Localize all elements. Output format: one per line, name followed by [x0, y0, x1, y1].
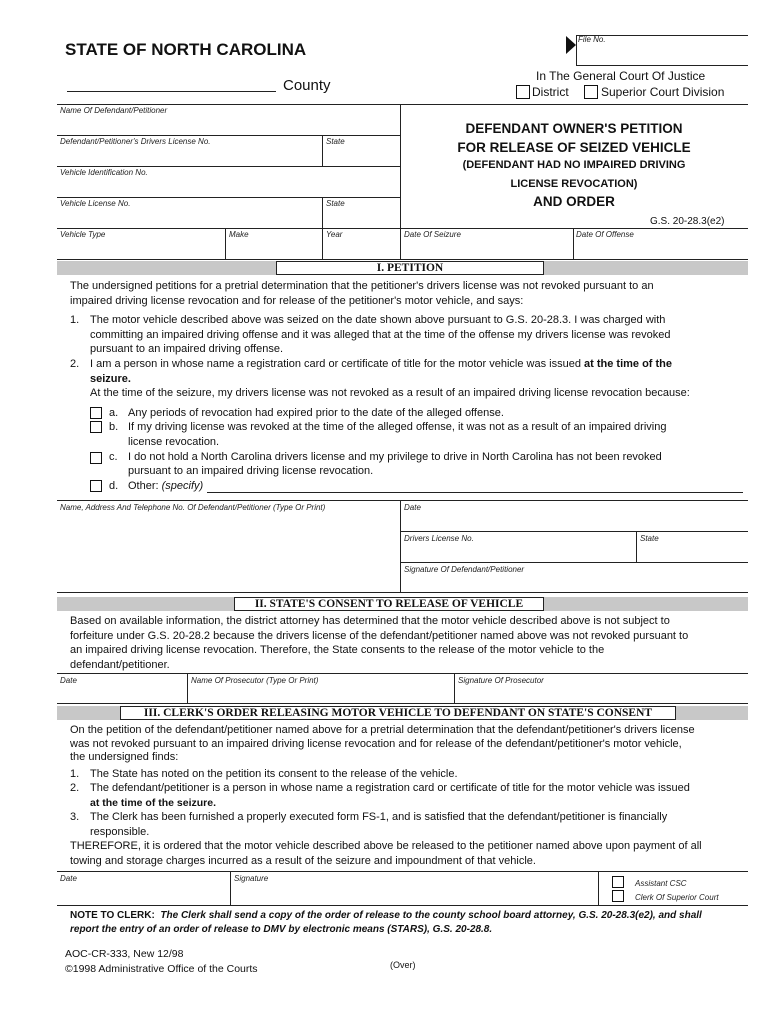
order-line3: the undersigned finds: [70, 751, 179, 763]
statute-ref: G.S. 20-28.3(e2) [650, 216, 725, 227]
prosecutor-signature-field[interactable]: Signature Of Prosecutor [458, 676, 544, 685]
option-d-letter: d. [109, 480, 119, 492]
consent-line2: forfeiture under G.S. 20-28.2 because the drivers license of the defendant/petitioner named above was not revoked pursuant to [70, 630, 689, 642]
state-title: STATE OF NORTH CAROLINA [65, 40, 307, 59]
finding-2-line1: The defendant/petitioner is a person in whose name a registration card or certificate of title for the motor vehicle was issued [90, 782, 690, 794]
form-title-line5: AND ORDER [533, 194, 615, 209]
file-no-label: File No. [578, 35, 606, 44]
item-2-number: 2. [70, 358, 80, 370]
item-2-line3: At the time of the seizure, my drivers license was not revoked as a result of an impaired driving license revocation because: [90, 387, 690, 399]
therefore-line2: towing and storage charges incurred as a result of the seizure and impoundment of that vehicle. [70, 855, 536, 867]
year-field[interactable]: Year [326, 230, 343, 239]
consent-line4: defendant/petitioner. [70, 659, 170, 671]
order-line2: was not revoked pursuant to an impaired driving license revocation and for release of the defendant/petitioner's motor vehicle, [70, 738, 682, 750]
over-label: (Over) [390, 960, 416, 970]
superior-label: Superior Court Division [601, 85, 725, 99]
petitioner-state-field[interactable]: State [640, 534, 659, 543]
option-b-line2: license revocation. [128, 436, 220, 448]
assistant-csc-checkbox[interactable] [612, 876, 624, 888]
dl-state-field[interactable]: State [326, 137, 345, 146]
county-label: County [283, 77, 331, 94]
consent-line3: an impaired driving license revocation. Therefore, the State consents to the release of the motor vehicle to the [70, 644, 605, 656]
item-1-line3: pursuant to an impaired driving offense. [90, 343, 284, 355]
finding-3-number: 3. [70, 811, 80, 823]
option-b-line1: If my driving license was revoked at the time of the alleged offense, it was not as a result of an impaired driving [128, 421, 667, 433]
form-title-line1: DEFENDANT OWNER'S PETITION [465, 121, 683, 136]
petition-intro-1: The undersigned petitions for a pretrial determination that the petitioner's drivers license was not revoked pursuant to an [70, 280, 654, 292]
make-field[interactable]: Make [229, 230, 249, 239]
district-label: District [532, 85, 569, 99]
district-checkbox[interactable] [516, 85, 530, 99]
date-offense-field[interactable]: Date Of Offense [576, 230, 634, 239]
finding-3-line1: The Clerk has been furnished a properly executed form FS-1, and is satisfied that the defendant/petitioner is financially [90, 811, 668, 823]
option-d-checkbox[interactable] [90, 480, 102, 492]
finding-1: The State has noted on the petition its consent to the release of the vehicle. [90, 768, 458, 780]
petitioner-date-field[interactable]: Date [404, 503, 421, 512]
vin-field[interactable]: Vehicle Identification No. [60, 168, 148, 177]
dl-number-field[interactable]: Defendant/Petitioner's Drivers License No. [60, 137, 211, 146]
order-date-field[interactable]: Date [60, 874, 77, 883]
option-c-checkbox[interactable] [90, 452, 102, 464]
license-number-field[interactable]: Vehicle License No. [60, 199, 131, 208]
option-c-line2: pursuant to an impaired driving license revocation. [128, 465, 374, 477]
date-seizure-field[interactable]: Date Of Seizure [404, 230, 461, 239]
option-a-text: Any periods of revocation had expired prior to the date of the alleged offense. [128, 407, 504, 419]
finding-3-line2: responsible. [90, 826, 150, 838]
file-no-arrow [566, 36, 576, 54]
finding-2-line2: at the time of the seizure. [90, 797, 217, 809]
order-signature-field[interactable]: Signature [234, 874, 269, 883]
court-label: In The General Court Of Justice [536, 69, 706, 83]
option-a-checkbox[interactable] [90, 407, 102, 419]
superior-checkbox[interactable] [584, 85, 598, 99]
item-1-number: 1. [70, 314, 80, 326]
petitioner-dl-field[interactable]: Drivers License No. [404, 534, 474, 543]
option-c-line1: I do not hold a North Carolina drivers license and my privilege to drive in North Carolina has not been revoked [128, 451, 662, 463]
order-heading: III. CLERK'S ORDER RELEASING MOTOR VEHICLE TO DEFENDANT ON STATE'S CONSENT [120, 706, 676, 720]
form-title-line2: FOR RELEASE OF SEIZED VEHICLE [457, 140, 691, 155]
vehicle-type-field[interactable]: Vehicle Type [60, 230, 106, 239]
petition-heading: I. PETITION [276, 261, 544, 275]
clerk-label: Clerk Of Superior Court [635, 893, 719, 902]
petitioner-signature-field[interactable]: Signature Of Defendant/Petitioner [404, 565, 525, 574]
finding-1-number: 1. [70, 768, 80, 780]
county-line[interactable] [67, 91, 276, 92]
option-d-text: Other: (specify) [128, 480, 204, 492]
finding-2-number: 2. [70, 782, 80, 794]
option-a-letter: a. [109, 407, 119, 419]
option-b-checkbox[interactable] [90, 421, 102, 433]
option-c-letter: c. [109, 451, 118, 463]
copyright: ©1998 Administrative Office of the Courts [65, 963, 258, 975]
license-state-field[interactable]: State [326, 199, 345, 208]
clerk-checkbox[interactable] [612, 890, 624, 902]
item-2-line2: seizure. [90, 373, 131, 385]
form-title-line4: LICENSE REVOCATION) [510, 178, 638, 190]
option-b-letter: b. [109, 421, 119, 433]
other-specify-line[interactable] [207, 492, 743, 493]
name-address-field[interactable]: Name, Address And Telephone No. Of Defendant/Petitioner (Type Or Print) [60, 503, 326, 512]
item-1-line1: The motor vehicle described above was seized on the date shown above pursuant to G.S. 20-28.3. I was charged with [90, 314, 666, 326]
note-line2: report the entry of an order of release to DMV by electronic means (STARS), G.S. 20-28.8. [70, 924, 493, 935]
note-line1: NOTE TO CLERK: The Clerk shall send a copy of the order of release to the county school board attorney, G.S. 20-28.3(e2), and shall [70, 910, 702, 921]
defendant-name-field[interactable]: Name Of Defendant/Petitioner [60, 106, 168, 115]
consent-heading: II. STATE'S CONSENT TO RELEASE OF VEHICLE [234, 597, 544, 611]
item-2-line1: I am a person in whose name a registration card or certificate of title for the motor vehicle was issued at the time of the [90, 358, 673, 370]
form-title-line3: (DEFENDANT HAD NO IMPAIRED DRIVING [462, 159, 686, 171]
form-number: AOC-CR-333, New 12/98 [65, 948, 184, 960]
therefore-line1: THEREFORE, it is ordered that the motor vehicle described above be released to the petitioner named above upon payment of all [70, 840, 702, 852]
assistant-csc-label: Assistant CSC [635, 879, 687, 888]
consent-date-field[interactable]: Date [60, 676, 77, 685]
petition-intro-2: impaired driving license revocation and for release of the petitioner's motor vehicle, and says: [70, 295, 524, 307]
order-line1: On the petition of the defendant/petitioner named above for a pretrial determination that the defendant/petitioner's drivers license [70, 724, 695, 736]
prosecutor-name-field[interactable]: Name Of Prosecutor (Type Or Print) [191, 676, 319, 685]
item-1-line2: committing an impaired driving offense and it was alleged that at the time of the offense my drivers license was revoked [90, 329, 671, 341]
consent-line1: Based on available information, the district attorney has determined that the motor vehicle described above is not subject to [70, 615, 670, 627]
